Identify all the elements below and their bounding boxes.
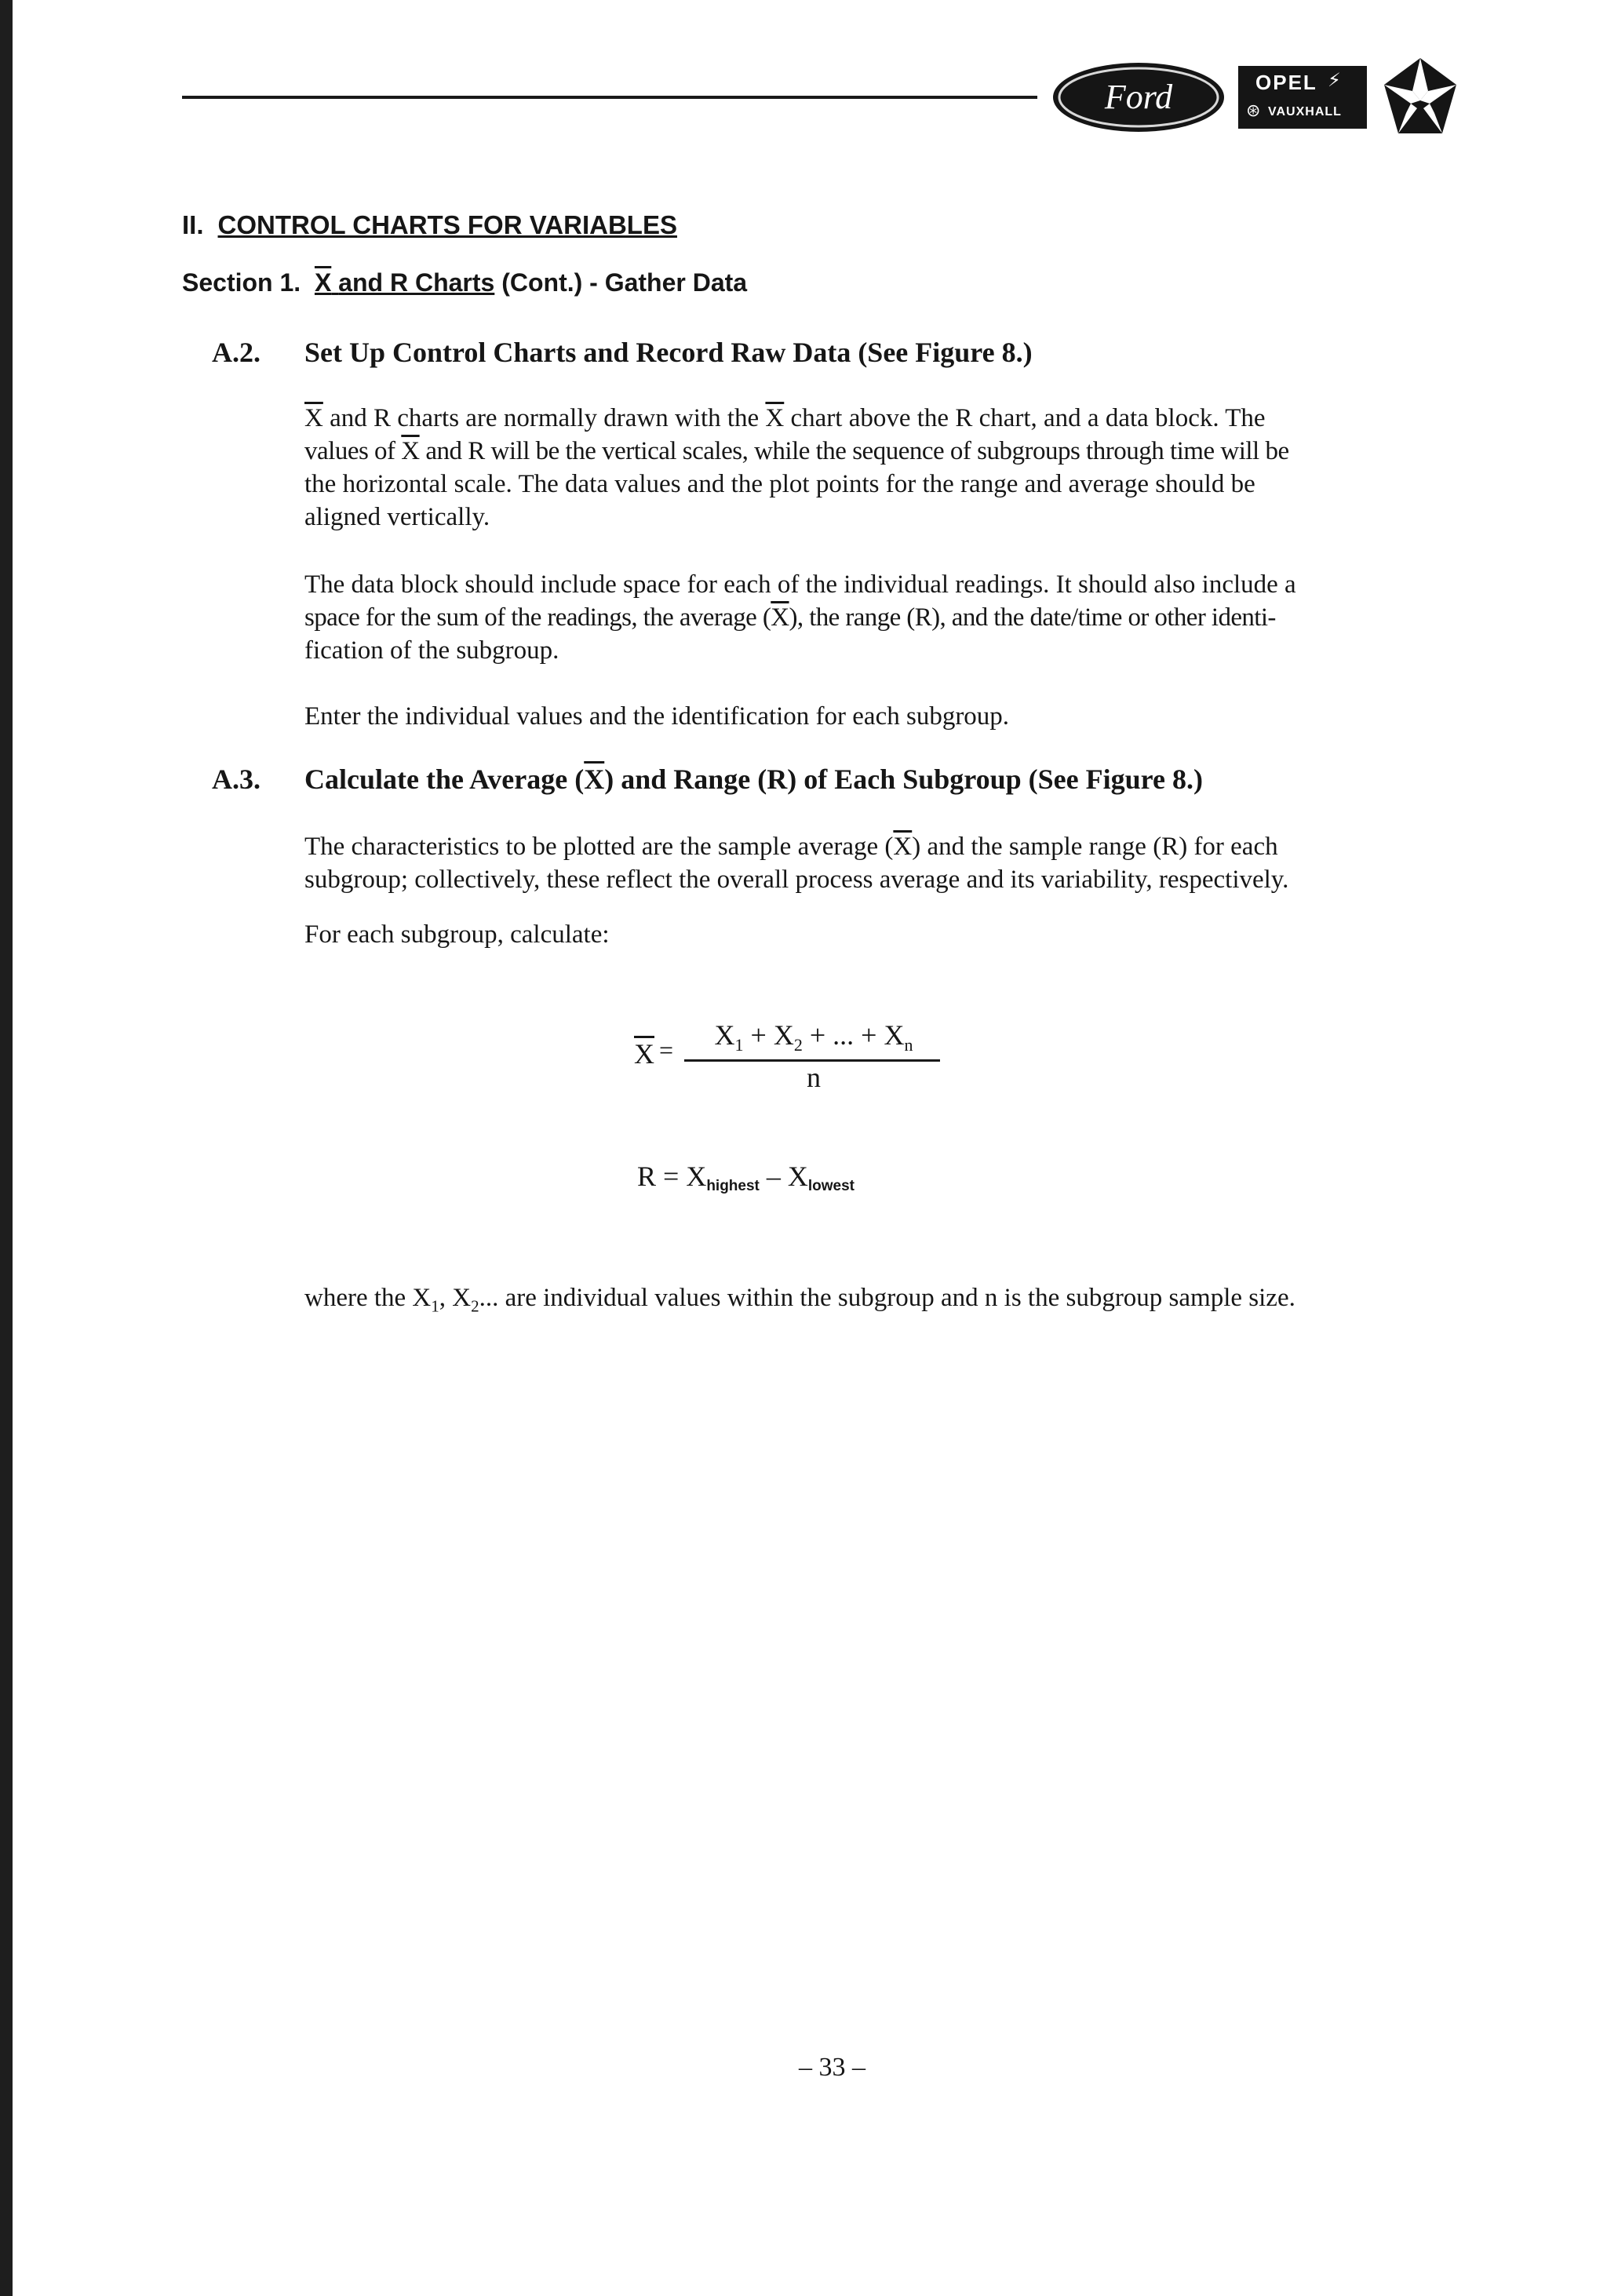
- paragraph-line: Enter the individual values and the identification for each subgroup.: [304, 702, 1010, 731]
- paragraph-line: The characteristics to be plotted are the sample average $(\overline{X})$ and the sample range (R) for each: [304, 833, 1278, 861]
- paragraph-data-block: [304, 568, 1481, 667]
- formula-xbar-lhs: $\overline{X}$: [634, 1038, 654, 1070]
- paragraph-line: aligned vertically.: [304, 503, 490, 531]
- opel-bolt-icon: ⚡: [1328, 69, 1341, 91]
- subsection-number: A.3.: [212, 764, 261, 795]
- section-title: [315, 268, 494, 297]
- subsection-title: Calculate the Average $(\overline{X})$ and Range (R) of Each Subgroup (See Figure 8.): [304, 764, 1203, 795]
- scan-edge: [0, 0, 13, 2296]
- formula-xbar-numerator: $X_1 + X_2$ + ... + $X_n$: [714, 1019, 913, 1055]
- chrysler-pentastar-icon: [1383, 56, 1458, 144]
- paragraph-line: $\overline{X}$ and R charts are normally drawn with the $\overline{X}$ chart above the R chart, and a data block. The: [304, 404, 1266, 432]
- formula-range: R = Xhighest – Xlowest: [637, 1161, 855, 1194]
- x-bar-symbol: $\overline{X}$: [304, 404, 323, 432]
- paragraph-enter-values: [304, 700, 1481, 733]
- x-bar-symbol: $\overline{X}$: [771, 603, 789, 632]
- section-title-rest: and R Charts: [338, 268, 495, 297]
- opel-vauxhall-logo-icon: [1238, 66, 1367, 129]
- paragraph-line: For each subgroup, calculate:: [304, 920, 610, 949]
- x-bar-symbol: $\overline{X}$: [401, 437, 420, 465]
- chapter-title: CONTROL CHARTS FOR VARIABLES: [217, 210, 677, 239]
- header-rule: [182, 96, 1037, 99]
- section-heading: [182, 268, 747, 297]
- x-bar-symbol: X: [314, 268, 332, 297]
- where-text: where the $X_1$, $X_2$... are individual values within the subgroup and n is the subgroup sample size.: [304, 1284, 1295, 1316]
- formula-xbar-denominator: n: [807, 1062, 821, 1093]
- paragraph-line: the horizontal scale. The data values and the plot points for the range and average should be: [304, 470, 1255, 498]
- x-bar-symbol: $\overline{X}$: [584, 764, 605, 795]
- paragraph-calculate: [304, 918, 1481, 951]
- paragraph-chart-layout: [304, 402, 1481, 534]
- subsection-title: Set Up Control Charts and Record Raw Data (See Figure 8.): [304, 337, 1033, 368]
- paragraph-line: values of $\overline{X}$ and R will be the vertical scales, while the sequence of subgroups through time will be: [304, 437, 1289, 465]
- chapter-heading: [182, 210, 677, 240]
- paragraph-line: fication of the subgroup.: [304, 636, 559, 665]
- vauxhall-emblem-icon: ⊛: [1246, 101, 1261, 121]
- x-bar-symbol: $\overline{X}$: [893, 833, 913, 861]
- paragraph-line: The data block should include space for each of the individual readings. It should also include a: [304, 570, 1296, 599]
- paragraph-line: space for the sum of the readings, the average $(\overline{X})$, the range (R), and the date/time or other identi-: [304, 603, 1276, 632]
- chapter-number: II.: [182, 210, 204, 239]
- vauxhall-logo-text: VAUXHALL: [1268, 105, 1342, 118]
- section-prefix: Section 1.: [182, 268, 301, 297]
- section-suffix: (Cont.) - Gather Data: [501, 268, 748, 297]
- formula-equals: =: [659, 1036, 674, 1064]
- ford-oval-logo-icon: [1051, 61, 1226, 133]
- paragraph-line: subgroup; collectively, these reflect the overall process average and its variability, respectively.: [304, 866, 1289, 894]
- subsection-number: A.2.: [212, 337, 261, 368]
- paragraph-characteristics: [304, 830, 1481, 896]
- x-bar-symbol: $\overline{X}$: [765, 404, 785, 432]
- page-number: – 33 –: [799, 2053, 865, 2082]
- ford-logo-text: Ford: [1104, 78, 1173, 116]
- opel-logo-text: OPEL: [1255, 71, 1317, 94]
